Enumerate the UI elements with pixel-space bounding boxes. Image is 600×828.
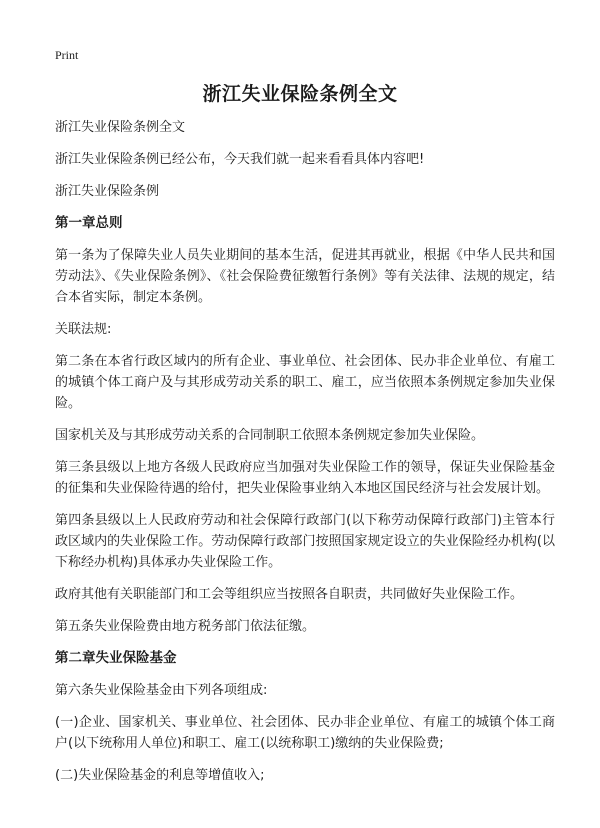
article-6: 第六条失业保险基金由下列各项组成: (55, 683, 268, 698)
article-3: 第三条县级以上地方各级人民政府应当加强对失业保险工作的领导，保证失业保险基金的征集和失业保险待遇的给付，把失业保险事业纳入本地区国民经济与社会发展计划。 (55, 460, 555, 496)
article-4-continued: 政府其他有关职能部门和工会等组织应当按照各自职责，共同做好失业保险工作。 (55, 587, 524, 602)
page-title: 浙江失业保险条例全文 (202, 83, 398, 105)
article-body (55, 117, 555, 797)
chapter-2-heading: 第二章失业保险基金 (55, 650, 177, 666)
article-1: 第一条为了保障失业人员失业期间的基本生活，促进其再就业，根据《中华人民共和国劳动法》、《失业保险条例》、《社会保险费征缴暂行条例》等有关法律、法规的规定，结合本省实际，制定本条例。 (55, 248, 555, 305)
intro-line: 浙江失业保险条例已经公布，今天我们就一起来看看具体内容吧! (55, 152, 425, 167)
article-6-item-2: (二)失业保险基金的利息等增值收入; (55, 768, 265, 783)
article-2: 第二条在本省行政区域内的所有企业、事业单位、社会团体、民办非企业单位、有雇工的城镇个体工商户及与其形成劳动关系的职工、雇工，应当依照本条例规定参加失业保险。 (55, 354, 555, 411)
print-link[interactable]: Print (55, 48, 79, 62)
article-2-continued: 国家机关及与其形成劳动关系的合同制职工依照本条例规定参加失业保险。 (55, 428, 485, 443)
intro-title: 浙江失业保险条例全文 (55, 120, 186, 135)
article-4: 第四条县级以上人民政府劳动和社会保障行政部门(以下称劳动保障行政部门)主管本行政区域内的失业保险工作。劳动保障行政部门按照国家规定设立的失业保险经办机构(以下称经办机构)具体承办失业保险工作。 (55, 513, 555, 570)
related-laws-label: 关联法规: (55, 322, 112, 337)
chapter-1-heading: 第一章总则 (55, 215, 123, 231)
article-5: 第五条失业保险费由地方税务部门依法征缴。 (55, 619, 316, 634)
regulation-name: 浙江失业保险条例 (55, 184, 160, 199)
article-6-item-1: (一)企业、国家机关、事业单位、社会团体、民办非企业单位、有雇工的城镇个体工商户(以下统称用人单位)和职工、雇工(以统称职工)缴纳的失业保险费; (55, 715, 555, 751)
